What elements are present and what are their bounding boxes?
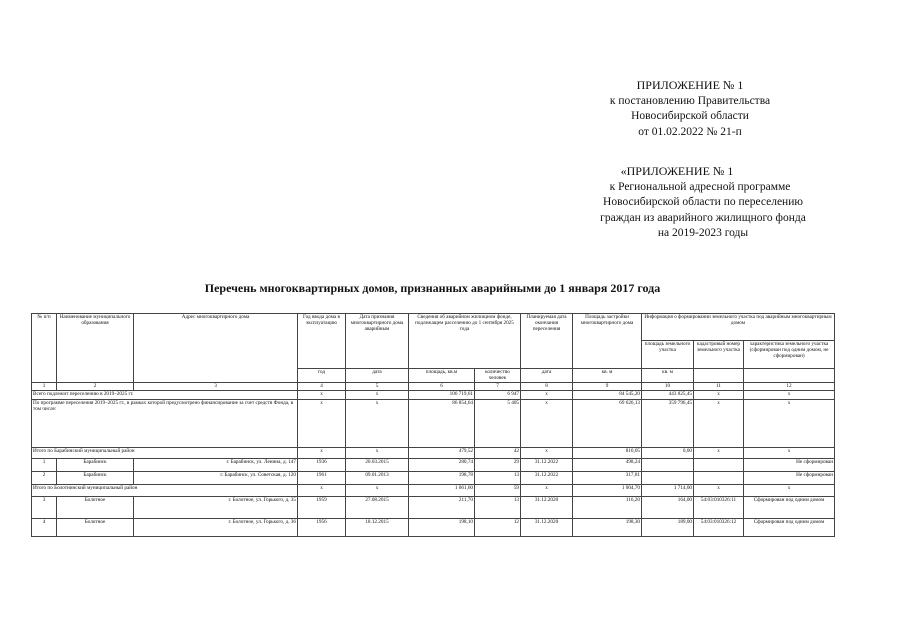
row-address: г. Барабинск, ул. Советская, д. 120	[134, 472, 298, 485]
unit-empty	[744, 369, 835, 383]
unit-date: дата	[521, 369, 573, 383]
column-number: 2	[57, 383, 134, 391]
unit-date: дата	[346, 369, 409, 383]
total-program-row	[32, 400, 835, 448]
column-number: 12	[744, 383, 835, 391]
cell: х	[346, 448, 409, 459]
unit-empty	[694, 369, 744, 383]
table-row	[32, 497, 835, 519]
cell: х	[744, 485, 835, 497]
table-row	[32, 459, 835, 472]
row-people: 29	[475, 459, 521, 472]
column-number: 1	[32, 383, 57, 391]
row-year: 1936	[298, 459, 346, 472]
column-number-row	[32, 383, 835, 391]
appendix-date: от 01.02.2022 № 21-п	[638, 125, 742, 138]
cell: 1 714,00	[642, 485, 694, 497]
table-row	[32, 519, 835, 537]
row-people: 12	[475, 519, 521, 537]
cell: х	[521, 391, 573, 400]
cell: х	[744, 448, 835, 459]
row-municipality: Барабинск	[57, 472, 134, 485]
appendix-line: Новосибирской области	[631, 110, 749, 123]
cell: 1 061,60	[409, 485, 475, 497]
header-land-characteristic: характеристика земельного участка (сформирован под одним домом, не сформирован)	[744, 341, 835, 369]
header-land-info: Информация о формировании земельного участка под аварийным многоквартирным домом	[642, 314, 835, 341]
row-end-date: 31.12.2022	[521, 459, 573, 472]
appendix-line: Новосибирской области по переселению	[603, 196, 803, 209]
group-total-label: Итого по Барабинский муниципальный район	[32, 448, 298, 459]
cell: х	[298, 448, 346, 459]
emergency-housing-table	[31, 313, 835, 537]
row-area: 198,78	[409, 472, 475, 485]
header-land-area: площадь земельного участка	[642, 341, 694, 369]
total-all-row	[32, 391, 835, 400]
header-emergency-date: Дата признания многоквартирного дома аварийным	[346, 314, 409, 369]
header-year: Год ввода дома в эксплуатацию	[298, 314, 346, 369]
header-address: Адрес многоквартирного дома	[134, 314, 298, 383]
row-number: 4	[32, 519, 57, 537]
row-date: 27.08.2015	[346, 497, 409, 519]
cell: 479,52	[409, 448, 475, 459]
row-cadastral	[694, 472, 744, 485]
appendix-line: на 2019-2023 годы	[657, 227, 749, 240]
row-number: 2	[32, 472, 57, 485]
row-land-area	[642, 472, 694, 485]
row-characteristic: Не сформирован	[744, 459, 835, 472]
unit-people: количество человек	[475, 369, 521, 383]
column-number: 10	[642, 383, 694, 391]
column-number: 11	[694, 383, 744, 391]
column-number: 3	[134, 383, 298, 391]
cell: 84 545,20	[573, 391, 642, 400]
row-cadastral: 54:03:010326:11	[694, 497, 744, 519]
row-municipality: Барабинск	[57, 459, 134, 472]
row-date: 20.03.2015	[346, 459, 409, 472]
cell: 86 854,64	[409, 400, 475, 448]
appendix-line: к постановлению Правительства	[609, 94, 771, 107]
cell: х	[694, 448, 744, 459]
row-address: г. Болотное, ул. Горького, д. 35	[134, 497, 298, 519]
row-municipality: Болотное	[57, 497, 134, 519]
table-row	[32, 472, 835, 485]
row-building-area: 498,24	[573, 459, 642, 472]
row-area: 280,74	[409, 459, 475, 472]
header-municipality: Наименование муниципального образования	[57, 314, 134, 383]
cell: х	[694, 485, 744, 497]
group-total-row	[32, 448, 835, 459]
row-characteristic: Не сформирован	[744, 472, 835, 485]
appendix-heading: ПРИЛОЖЕНИЕ № 1	[636, 78, 744, 92]
row-building-area: 116,20	[573, 497, 642, 519]
cell: х	[346, 391, 409, 400]
total-all-label: Всего подлежит переселению в 2019–2025 гг.	[32, 391, 298, 400]
cell: х	[298, 485, 346, 497]
row-characteristic: Сформирован под одним домом	[744, 519, 835, 537]
row-municipality: Болотное	[57, 519, 134, 537]
cell: х	[744, 391, 835, 400]
header-cadastral: кадастровый номер земельного участка	[694, 341, 744, 369]
appendix-line: к Региональной адресной программе	[609, 180, 791, 193]
header-number: № п/п	[32, 314, 57, 383]
cell: 359 796,45	[642, 400, 694, 448]
row-address: г. Барабинск, ул. Ленина, д. 147	[134, 459, 298, 472]
cell: х	[521, 448, 573, 459]
column-number: 8	[521, 383, 573, 391]
cell: х	[521, 400, 573, 448]
appendix-government-decree	[560, 78, 820, 140]
row-number: 1	[32, 459, 57, 472]
column-number: 4	[298, 383, 346, 391]
row-characteristic: Сформирован под одним домом	[744, 497, 835, 519]
cell: 5 405	[475, 400, 521, 448]
cell: х	[521, 485, 573, 497]
row-area: 211,70	[409, 497, 475, 519]
header-building-area: Площадь застройки многоквартирного дома	[573, 314, 642, 369]
cell: 443 825,45	[642, 391, 694, 400]
table-header-row	[32, 314, 835, 341]
column-number: 5	[346, 383, 409, 391]
row-end-date: 31.12.2022	[521, 472, 573, 485]
appendix-heading: «ПРИЛОЖЕНИЕ № 1	[620, 164, 734, 178]
row-date: 09.01.2013	[346, 472, 409, 485]
cell: х	[298, 400, 346, 448]
row-building-area: 317,81	[573, 472, 642, 485]
column-number: 9	[573, 383, 642, 391]
row-land-area: 189,00	[642, 519, 694, 537]
unit-sqm: кв. м	[573, 369, 642, 383]
row-people: 13	[475, 497, 521, 519]
row-date: 18.12.2015	[346, 519, 409, 537]
appendix-regional-program	[560, 164, 840, 242]
unit-year: год	[298, 369, 346, 383]
unit-area: площадь, кв.м	[409, 369, 475, 383]
group-total-row	[32, 485, 835, 497]
cell: х	[744, 400, 835, 448]
row-number: 3	[32, 497, 57, 519]
header-emergency-fund: Сведения об аварийном жилищном фонде, подлежащем расселению до 1 сентября 2025 года	[409, 314, 521, 369]
group-total-label: Итого по Болотнинский муниципальный район	[32, 485, 298, 497]
row-year: 1959	[298, 497, 346, 519]
cell: 69 626,13	[573, 400, 642, 448]
cell: 816,05	[573, 448, 642, 459]
column-number: 7	[475, 383, 521, 391]
column-number: 6	[409, 383, 475, 391]
row-address: г. Болотное, ул. Горького, д. 36	[134, 519, 298, 537]
document-title: Перечень многоквартирных домов, признанных аварийными до 1 января 2017 года	[204, 281, 661, 295]
row-area: 198,10	[409, 519, 475, 537]
row-land-area	[642, 459, 694, 472]
row-end-date: 31.12.2020	[521, 497, 573, 519]
cell: х	[694, 391, 744, 400]
header-planned-date: Планируемая дата окончания переселения	[521, 314, 573, 369]
row-people: 13	[475, 472, 521, 485]
row-year: 1956	[298, 519, 346, 537]
cell: 106 719,61	[409, 391, 475, 400]
total-program-label: По программе переселения 2019–2025 гг., в рамках которой предусмотрено финансирование за счет средств Фонда, в том числе:	[32, 400, 298, 448]
row-year: 1961	[298, 472, 346, 485]
cell: 0,00	[642, 448, 694, 459]
cell: 59	[475, 485, 521, 497]
cell: х	[346, 485, 409, 497]
cell: х	[298, 391, 346, 400]
cell: х	[346, 400, 409, 448]
cell: х	[694, 400, 744, 448]
row-land-area: 164,00	[642, 497, 694, 519]
unit-sqm: кв. м	[642, 369, 694, 383]
cell: 42	[475, 448, 521, 459]
appendix-line: граждан из аварийного жилищного фонда	[600, 211, 806, 224]
row-cadastral: 54:03:010326:12	[694, 519, 744, 537]
row-building-area: 198,30	[573, 519, 642, 537]
cell: 6 947	[475, 391, 521, 400]
cell: 1 004,70	[573, 485, 642, 497]
row-cadastral	[694, 459, 744, 472]
row-end-date: 31.12.2020	[521, 519, 573, 537]
